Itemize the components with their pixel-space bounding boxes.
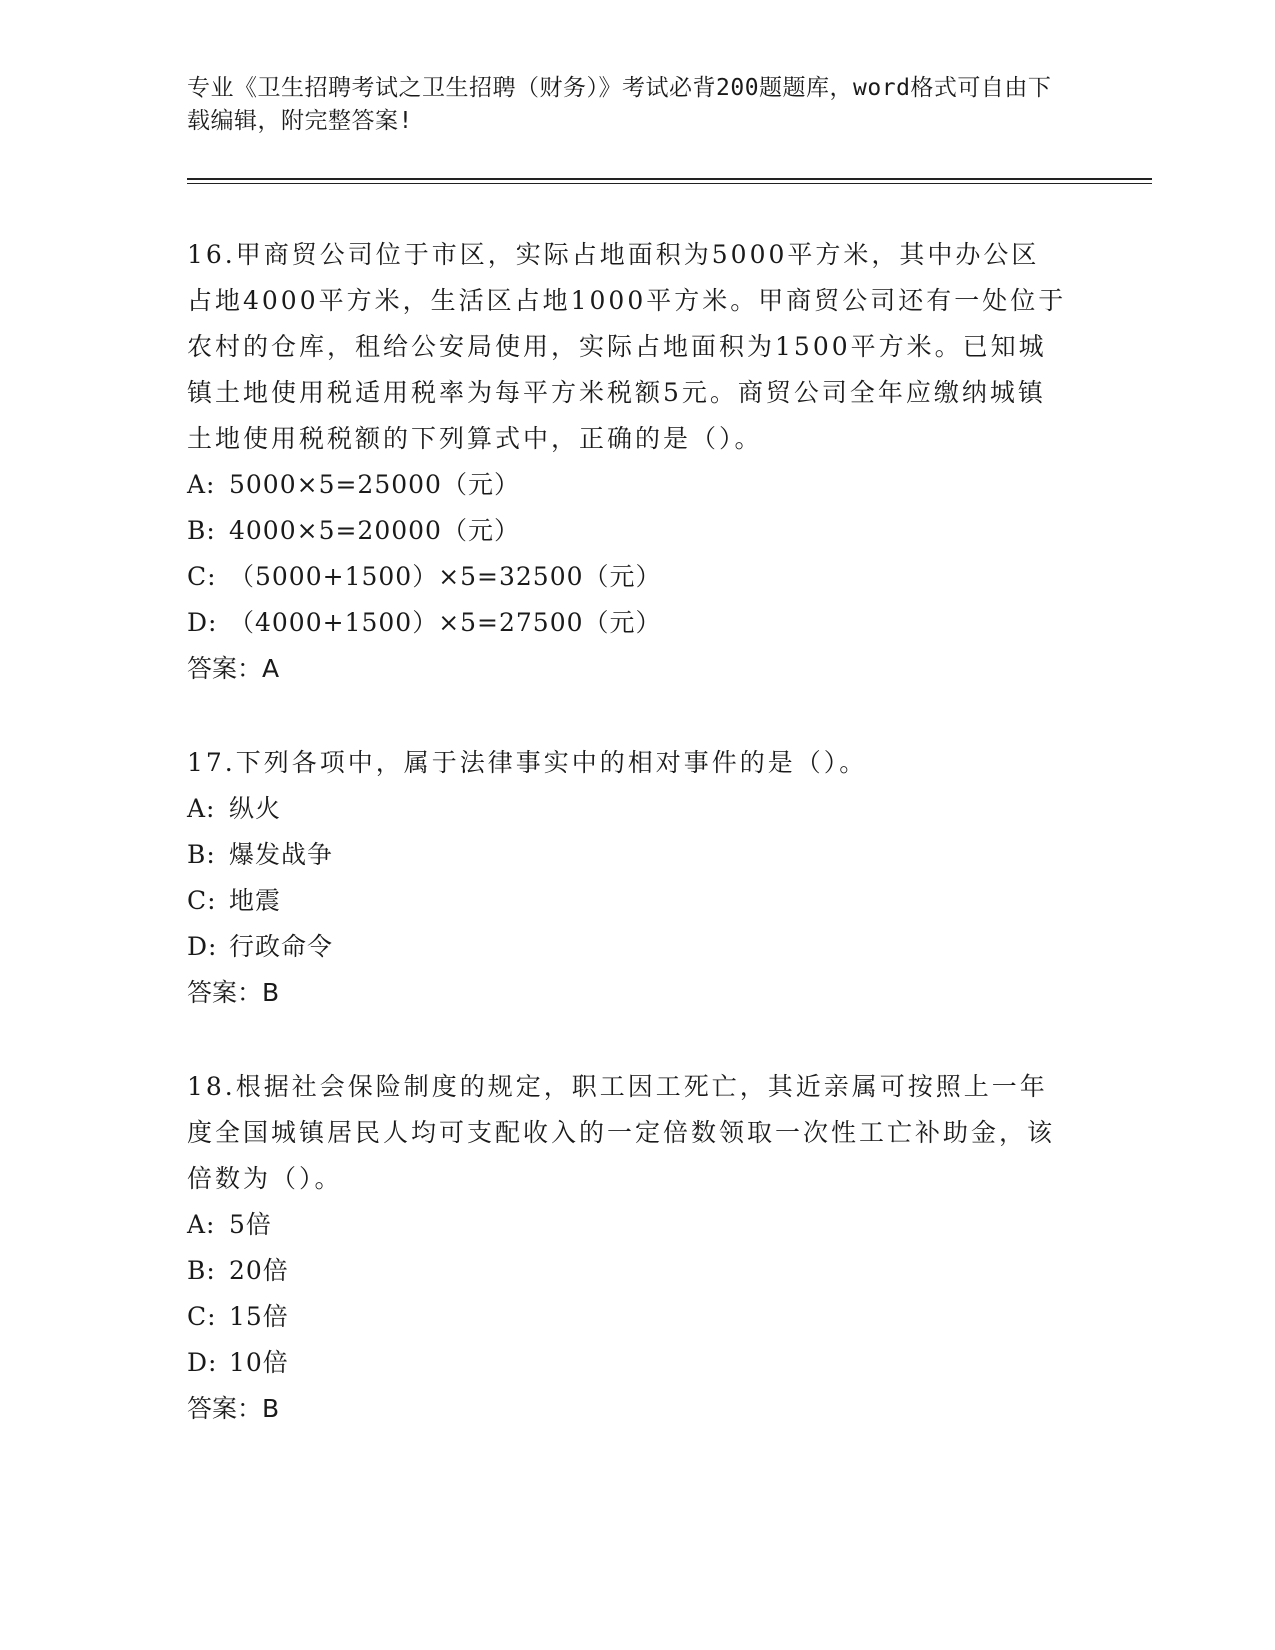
option-a [187,786,1067,832]
option-b [187,1248,1067,1294]
option-letter: C: [187,1302,217,1331]
option-text: 5000×5=25000（元） [229,470,520,499]
question-text: 18.根据社会保险制度的规定，职工因工死亡，其近亲属可按照上一年度全国城镇居民人均可支配收入的一定倍数领取一次性工亡补助金，该倍数为（）。 [187,1072,1056,1193]
option-letter: A: [187,794,216,823]
option-text: 地震 [229,886,282,915]
option-c [187,878,1067,924]
option-letter: C: [187,886,217,915]
option-text: 爆发战争 [229,840,334,869]
option-letter: D: [187,608,218,637]
option-text: 20倍 [229,1256,289,1285]
document-header: 专业《卫生招聘考试之卫生招聘（财务）》考试必背200题题库，word格式可自由下载编辑，附完整答案! [187,75,1052,134]
answer: 答案：B [187,1394,280,1423]
option-c [187,1294,1067,1340]
option-text: （4000+1500）×5=27500（元） [229,608,662,637]
option-letter: A: [187,470,216,499]
option-letter: D: [187,1348,218,1377]
option-text: （5000+1500）×5=32500（元） [229,562,662,591]
option-b [187,508,1067,554]
question-text: 16.甲商贸公司位于市区，实际占地面积为5000平方米，其中办公区占地4000平方米，生活区占地1000平方米。甲商贸公司还有一处位于农村的仓库，租给公安局使用，实际占地面积为1500平方米。已知城镇土地使用税适用税率为每平方米税额5元。商贸公司全年应缴纳城镇土地使用税税额的下列算式中，正确的是（）。 [187,240,1067,453]
option-text: 15倍 [229,1302,289,1331]
question-18 [187,1064,1067,1432]
header-rule-thin [187,183,1152,184]
option-text: 10倍 [229,1348,289,1377]
option-letter: A: [187,1210,216,1239]
option-d [187,1340,1067,1386]
question-text: 17.下列各项中，属于法律事实中的相对事件的是（）。 [187,748,868,777]
option-letter: D: [187,932,218,961]
option-d [187,924,1067,970]
answer: 答案：B [187,978,280,1007]
option-letter: B: [187,840,216,869]
option-text: 5倍 [229,1210,272,1239]
option-text: 纵火 [229,794,282,823]
option-letter: B: [187,516,216,545]
header-rule-thick [187,178,1152,180]
option-text: 4000×5=20000（元） [229,516,520,545]
question-16 [187,232,1067,692]
option-c [187,554,1067,600]
option-b [187,832,1067,878]
question-17 [187,740,1067,1016]
option-a [187,462,1067,508]
answer: 答案：A [187,654,280,683]
option-letter: C: [187,562,217,591]
option-letter: B: [187,1256,216,1285]
question-list [187,232,1067,1480]
option-text: 行政命令 [229,932,334,961]
option-d [187,600,1067,646]
option-a [187,1202,1067,1248]
